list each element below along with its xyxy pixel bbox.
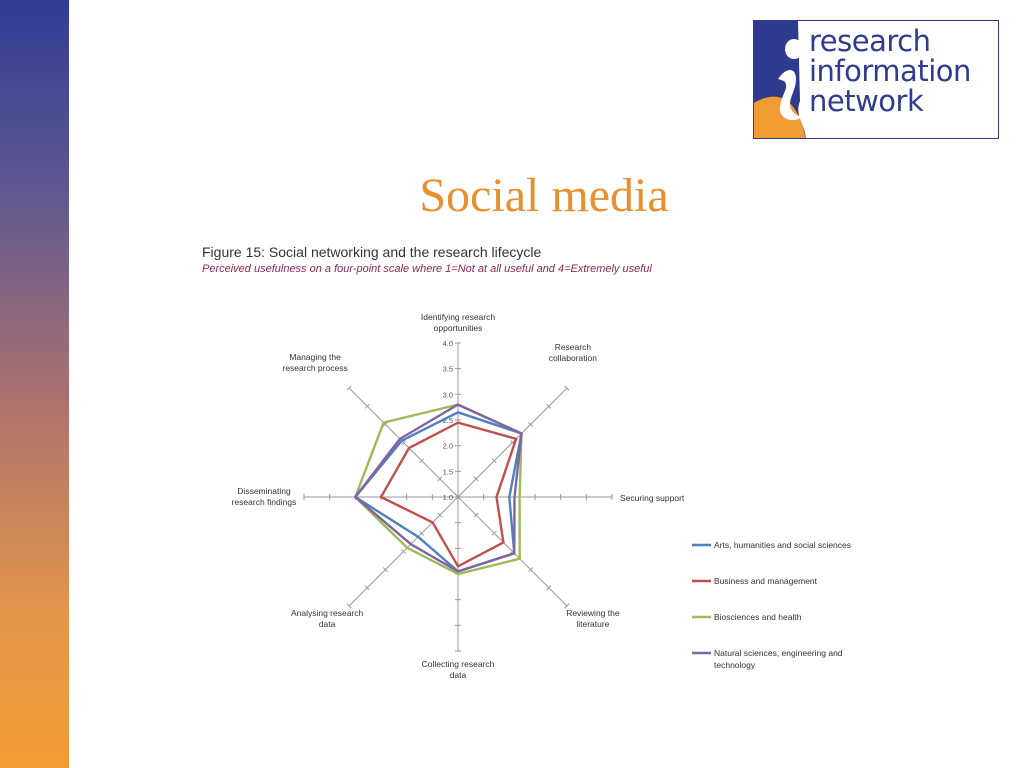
tick-label: 1.5	[442, 467, 453, 477]
axis-label: research process	[282, 363, 348, 374]
tick-label: 2.0	[442, 441, 453, 451]
logo-line-research: research	[809, 24, 931, 58]
tick-label: 4.0	[442, 339, 453, 348]
legend-label: Natural sciences, engineering and	[714, 648, 843, 658]
legend-label: Arts, humanities and social sciences	[714, 540, 852, 550]
axis-label: collaboration	[548, 353, 597, 364]
slide-title: Social media	[419, 169, 669, 222]
tick-label: 1.0	[442, 493, 453, 502]
series-line	[355, 405, 521, 574]
legend-label: technology	[714, 660, 756, 670]
axis-label: Research	[554, 342, 592, 353]
figure-title: Figure 15: Social networking and the research lifecycle	[202, 244, 542, 260]
axis-label: Collecting research	[421, 659, 495, 669]
axis-label: Reviewing the	[566, 607, 620, 618]
axis-label: data	[449, 670, 467, 680]
legend-label: Business and management	[714, 576, 818, 586]
axis-label: Analysing research	[290, 607, 364, 618]
axis-label: Managing the	[289, 352, 341, 363]
axis-label: research findings	[231, 497, 297, 507]
axis-label: literature	[576, 618, 610, 629]
logo-line-network: network	[809, 84, 924, 118]
axis-label: Securing support	[620, 493, 685, 503]
axis-label: Identifying research	[420, 312, 496, 322]
legend-label: Biosciences and health	[714, 612, 802, 622]
figure-subtitle: Perceived usefulness on a four-point scale where 1=Not at all useful and 4=Extremely useful	[202, 263, 652, 275]
tick-label: 3.0	[442, 390, 453, 400]
axis-label: Disseminating	[237, 486, 291, 496]
axis-label: data	[318, 618, 336, 629]
logo-line-information: information	[809, 54, 971, 88]
tick-label: 2.5	[442, 416, 453, 425]
tick-label: 3.5	[442, 364, 453, 374]
axis-label: opportunities	[433, 323, 483, 333]
series-line	[355, 412, 521, 571]
